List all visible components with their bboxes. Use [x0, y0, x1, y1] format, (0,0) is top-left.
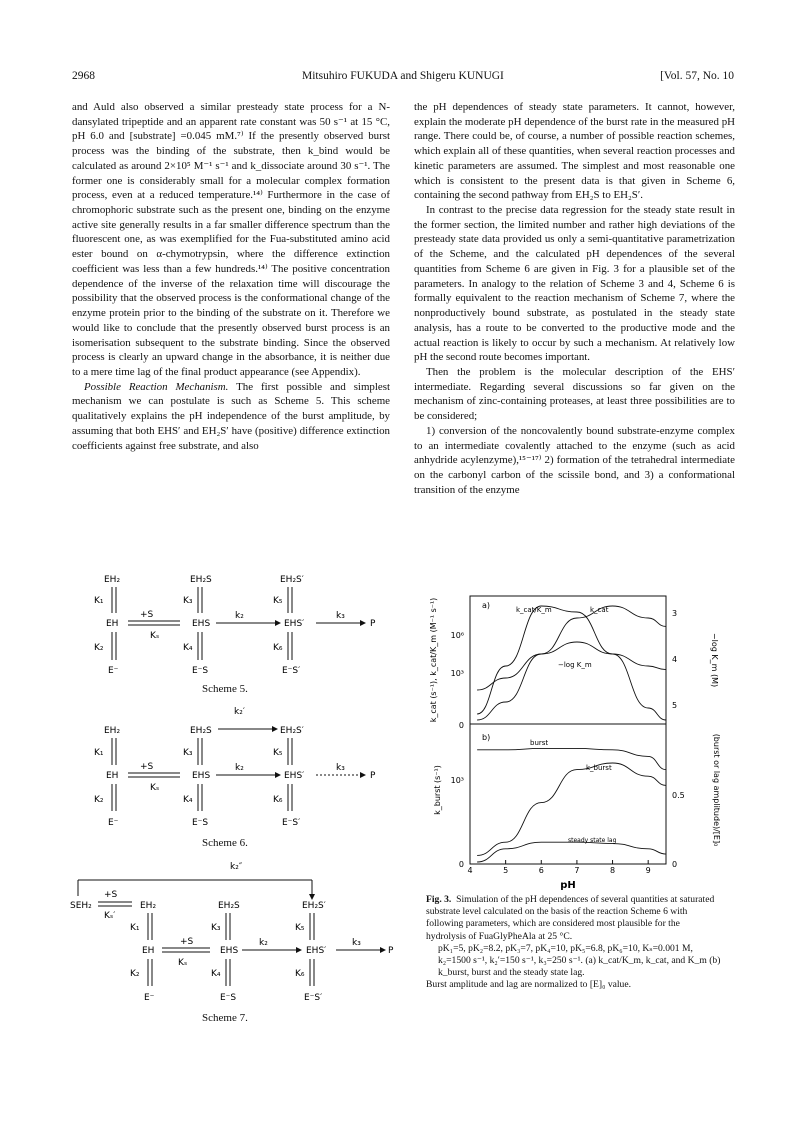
left-paragraph-2-text: The first possible and simplest mechanism we can postulate is such as Scheme 5. This scheme qualitatively explains the pH independence of the burst amplitude, by assuming that both EHS′ and EH₂S′ have (positive) difference extinction coefficients against free substrate, and also: [72, 380, 391, 452]
panel-b-label: b): [482, 733, 491, 742]
a-tick-left-1: 10⁶: [450, 631, 464, 640]
s7-k5: K₅: [295, 923, 305, 933]
running-authors: Mitsuhiro FUKUDA and Shigeru KUNUGI: [302, 70, 504, 82]
s6-plus-s: +S: [140, 762, 154, 772]
right-paragraph-3: Then the problem is the molecular description of the EHS′ intermediate. Regarding several discussions so far given on the mechanism of zinc-containing proteases, at least three possibilities are to be considered;: [414, 365, 735, 423]
s6-p: P: [370, 771, 376, 781]
s6-k4: K₄: [183, 795, 193, 805]
s7-ehs: EHS: [220, 946, 239, 956]
x-tick-label: 4: [467, 866, 473, 875]
s7-eh2s: EH₂S: [218, 901, 240, 911]
s5-ehsp: EHS′: [284, 619, 305, 629]
s5-esp: E⁻S′: [282, 666, 301, 676]
s6-eh: EH: [106, 771, 119, 781]
right-paragraph-1: the pH dependences of steady state parameters. It cannot, however, explain the moderate pH dependence of the burst rate in the measured pH range. There could be, of course, a number of possible reaction schemes, which explain all of these quantities, when several reaction processes and kinetic parameters are assumed. The simplest and most reasonable one which is consistent to the present data is that given in Scheme 6, containing the second pathway from EH₂S to EH₂S′.: [414, 101, 735, 202]
s6-eh2sp: EH₂S′: [280, 726, 304, 736]
scheme-7: [70, 860, 400, 1030]
s7-k2-rate: k₂: [259, 938, 268, 948]
right-paragraph-4: 1) conversion of the noncovalently bound substrate-enzyme complex to an intermediate covalently attached to the enzyme (such as acid anhydride acylenzyme),¹⁵⁻¹⁷⁾ 2) formation of the tetrahedral intermediate on the carbonyl carbon of the scissile bond, and 3) a conformational transition of the enzyme: [414, 424, 735, 496]
s6-eh2: EH₂: [104, 726, 121, 736]
right-paragraph-2: In contrast to the precise data regression for the steady state result in the former section, the limited number and rather high deviations of the presteady state data provided us only a semi-quantitative parametrization of the Scheme, and the calculated pH dependences of the several quantities from Scheme 6 are given in Fig. 3 for a plausible set of the parameters. In analogy to the relation of Scheme 3 and 4, Scheme 6 is formally equivalent to the reaction mechanism of Scheme 7, where the nonproductively bound substrate, as postulated in the steady state analysis, has a route to be converted to the productive mode and the actual reaction is likely to occur by such a mechanism. At relatively low pH the second route becomes important.: [414, 204, 735, 364]
s7-k2: K₂: [130, 969, 140, 979]
s5-k3-rate: k₃: [336, 611, 345, 621]
s5-p: P: [370, 619, 376, 629]
s6-k6: K₆: [273, 795, 283, 805]
panel-b-curves: [477, 748, 666, 862]
s6-es: E⁻S: [192, 818, 209, 828]
s7-e: E⁻: [144, 993, 155, 1003]
x-tick-label: 5: [503, 866, 509, 875]
s7-p: P: [388, 946, 394, 956]
s5-k5: K₅: [273, 596, 283, 606]
s6-eh2s: EH₂S: [190, 726, 212, 736]
label-kburst: k_burst: [586, 764, 612, 772]
s7-k3: K₃: [211, 923, 221, 933]
s5-e: E⁻: [108, 666, 119, 676]
panel-a-ylabel: k_cat (s⁻¹), k_cat/K_m (M⁻¹ s⁻¹): [429, 597, 438, 723]
s5-ks: Kₛ: [150, 631, 160, 641]
figure-3: [418, 590, 734, 892]
s7-seh2: SEH₂: [70, 901, 92, 911]
s7-esp: E⁻S′: [304, 993, 323, 1003]
label-kcat: k_cat: [590, 606, 609, 614]
s7-eh2sp: EH₂S′: [302, 901, 326, 911]
s5-es: E⁻S: [192, 666, 209, 676]
s7-k3-rate: k₃: [352, 938, 361, 948]
scheme-6-label: Scheme 6.: [202, 837, 248, 849]
s5-eh2sp: EH₂S′: [280, 575, 304, 585]
scheme-6: [80, 705, 400, 855]
s6-k2-rate: k₂: [235, 763, 244, 773]
panel-b-ylabel-right: (burst or lag amplitude)/[E]₀: [712, 733, 721, 847]
s5-k2-rate: k₂: [235, 611, 244, 621]
page-number: 2968: [72, 70, 95, 82]
s7-eh: EH: [142, 946, 155, 956]
b-tick-left-2: 0: [458, 860, 464, 869]
s7-k4: K₄: [211, 969, 221, 979]
x-tick-label: 8: [609, 866, 616, 875]
panel-a-ylabel-right: −log K_m (M): [710, 632, 719, 688]
s5-k2: K₂: [94, 643, 104, 653]
s5-plus-s: +S: [140, 610, 154, 620]
s7-ehsp: EHS′: [306, 946, 327, 956]
scheme-7-label: Scheme 7.: [202, 1012, 248, 1024]
s5-k4: K₄: [183, 643, 193, 653]
x-axis-label: pH: [560, 880, 576, 891]
left-paragraph-2: [72, 380, 390, 454]
s7-plus-s: +S: [180, 937, 194, 947]
s6-k5: K₅: [273, 748, 283, 758]
right-column: [414, 100, 735, 497]
s6-k3-rate: k₃: [336, 763, 345, 773]
series-line-steadystatelag: [477, 842, 666, 862]
s6-ks: Kₛ: [150, 783, 160, 793]
x-ticks: [467, 860, 650, 875]
s6-k2p: k₂′: [234, 707, 245, 717]
caption-note: Burst amplitude and lag are normalized to [E]₀ value.: [426, 979, 632, 991]
s6-esp: E⁻S′: [282, 818, 301, 828]
section-heading: Possible Reaction Mechanism.: [84, 380, 229, 393]
label-lag: steady state lag: [568, 837, 617, 844]
s7-ks: Kₛ: [178, 958, 188, 968]
scheme-5: [80, 570, 400, 700]
series-line-burst: [477, 748, 666, 769]
x-tick-label: 9: [645, 866, 651, 875]
s6-k2: K₂: [94, 795, 104, 805]
caption-params: pK₁=5, pK₂=8.2, pK₃=7, pK₄=10, pK₅=6.8, pK₆=10, Kₛ=0.001 M, k₂=1500 s⁻¹, k₂′=150 s⁻¹, k₃=250 s⁻¹. (a) k_cat/K_m, k_cat, and K_m (b) k_burst, burst and the steady state lag.: [438, 942, 721, 979]
s5-k1: K₁: [94, 596, 104, 606]
s5-eh: EH: [106, 619, 119, 629]
s7-k1: K₁: [130, 923, 140, 933]
s6-k3: K₃: [183, 748, 193, 758]
s6-k1: K₁: [94, 748, 104, 758]
s5-eh2: EH₂: [104, 575, 121, 585]
panel-a-label: a): [482, 601, 491, 610]
a-tick-right-2: 4: [672, 655, 678, 664]
left-column: [72, 100, 390, 453]
s6-e: E⁻: [108, 818, 119, 828]
label-kcatkm: k_cat/K_m: [516, 606, 552, 614]
s5-k3: K₃: [183, 596, 193, 606]
label-burst: burst: [530, 739, 549, 747]
b-tick-right-2: 0: [672, 860, 678, 869]
a-tick-right-3: 5: [672, 701, 678, 710]
b-tick-right-1: 0.5: [672, 791, 685, 800]
a-tick-left-3: 0: [458, 721, 464, 730]
s7-es: E⁻S: [220, 993, 237, 1003]
s7-k2pp: k₂″: [230, 862, 243, 872]
s7-eh2: EH₂: [140, 901, 157, 911]
caption-title: Fig. 3.: [426, 894, 452, 905]
x-tick-label: 7: [574, 866, 580, 875]
s5-eh2s: EH₂S: [190, 575, 212, 585]
figure-3-svg: [418, 590, 734, 892]
scheme-5-label: Scheme 5.: [202, 683, 248, 695]
label-logkm: −log K_m: [558, 661, 592, 669]
volume-info: [Vol. 57, No. 10: [660, 70, 734, 82]
x-tick-label: 6: [538, 866, 544, 875]
left-paragraph-1: and Auld also observed a similar presteady state process for a N-dansylated tripeptide and an apparent rate constant was 50 s⁻¹ at 15 °C, pH 6.0 and [substrate] =0.045 mM.⁷⁾ If the presently observed burst process was the binding of the substrate, then k_bind would be calculated as around 2×10⁵ M⁻¹ s⁻¹ and k_dissociate around 30 s⁻¹. The former one is considerably small for a molecular complex formation process, even at a reduced temperature.¹⁴⁾ Furthermore in the case of chromophoric substrate such as the present one, binding on the enzyme active site generally results in a far smaller difference spectrum than the fluorescent one, as was exemplified for the Fua-substituted amino acid ester bound on α-chymotrypsin, where the difference extinction coefficient was less than a few hundreds.¹⁴⁾ The positive concentration dependence of the inverse of the relaxation time will discourage the possibility that the observed process is the conformational change of the enzyme protein prior to the binding of the substrate on it. Therefore we would like to conclude that the presently observed burst process is an isomerisation subsequent to the substrate binding. Since the observed process is clearly an upward change in the absorbance, it is neither due to a mere time lag of the final product appearance (see Appendix).: [72, 101, 390, 378]
page-header: [72, 70, 734, 86]
a-tick-left-2: 10³: [450, 669, 464, 678]
a-tick-right-1: 3: [672, 609, 678, 618]
panel-b-ylabel: k_burst (s⁻¹): [433, 765, 442, 815]
figure-caption: [426, 894, 722, 992]
s7-k6: K₆: [295, 969, 305, 979]
s6-ehsp: EHS′: [284, 771, 305, 781]
s5-ehs: EHS: [192, 619, 211, 629]
caption-text: Simulation of the pH dependences of several quantities at saturated substrate level calculated on the basis of the reaction Scheme 6 with following parameters, which are considered most plausible for the hydrolysis of FuaGlyPheAla at 25 °C.: [426, 894, 715, 942]
s7-ksp: Kₛ′: [104, 911, 116, 921]
s5-k6: K₆: [273, 643, 283, 653]
b-tick-left-1: 10³: [450, 776, 464, 785]
s7-plus-s-top: +S: [104, 890, 118, 900]
s6-ehs: EHS: [192, 771, 211, 781]
